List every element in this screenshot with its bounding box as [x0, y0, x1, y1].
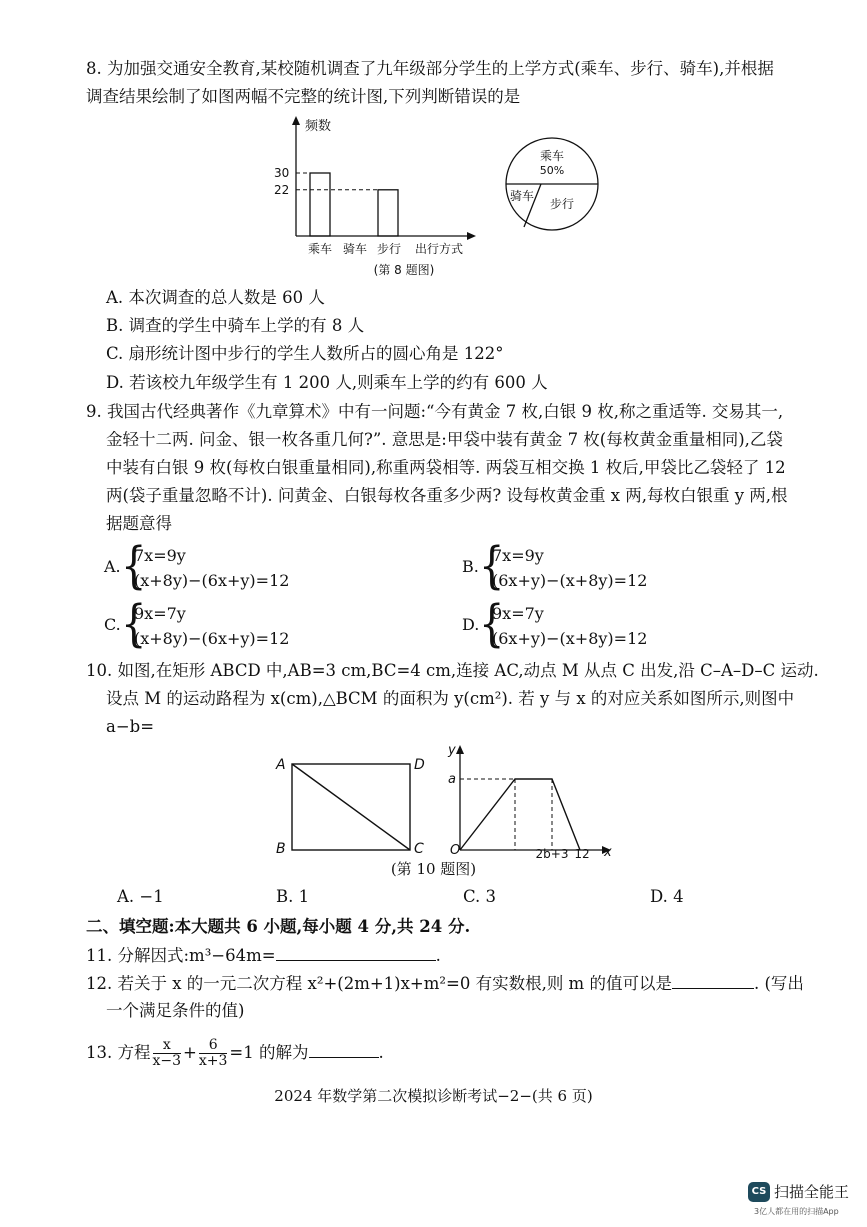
bar-步行 — [378, 190, 398, 236]
graph-y-arrow — [456, 745, 464, 754]
q10-line1: 10. 如图,在矩形 ABCD 中,AB=3 cm,BC=4 cm,连接 AC,动点 M 从点 C 出发,沿 C–A–D–C 运动. — [86, 661, 819, 680]
q9-option-c: C. { 9x=7y (x+8y)−(6x+y)=12 — [104, 595, 290, 653]
bar-ytick-22: 22 — [274, 182, 290, 197]
pie-label-乘车: 乘车 — [539, 149, 565, 163]
q11: 11. 分解因式:m³−64m= . — [86, 946, 441, 965]
q9-line5: 据题意得 — [106, 514, 172, 533]
q10-option-c: C. 3 — [463, 887, 497, 906]
q10-option-a: A. −1 — [117, 887, 164, 906]
bar-y-arrow — [292, 116, 300, 125]
q10-line2: 设点 M 的运动路程为 x(cm),△BCM 的面积为 y(cm²). 若 y 与 x 的对应关系如图所示,则图中 — [106, 689, 795, 708]
bar-cat-骑车: 骑车 — [343, 242, 368, 256]
q9-line2: 金轻十二两. 问金、银一枚各重几何?”. 意思是:甲袋中装有黄金 7 枚(每枚黄金重量相同),乙袋 — [106, 430, 783, 449]
bar-ylabel: 频数 — [305, 119, 332, 134]
q9-line1: 9. 我国古代经典著作《九章算术》中有一问题:“今有黄金 7 枚,白银 9 枚,称之重适等. 交易其一, — [86, 402, 784, 421]
section2-heading: 二、填空题:本大题共 6 小题,每小题 4 分,共 24 分. — [86, 917, 471, 936]
graph-label-a: a — [448, 772, 456, 787]
bar-xlabel: 出行方式 — [415, 242, 464, 256]
camscanner-watermark — [748, 1178, 858, 1222]
q8-option-b: B. 调查的学生中骑车上学的有 8 人 — [106, 316, 365, 335]
label-d: D — [414, 757, 425, 773]
pie-value-乘车: 50% — [539, 164, 565, 177]
graph-label-12: 12 — [574, 847, 590, 861]
diagonal-ac — [292, 764, 410, 850]
bar-ytick-30: 30 — [274, 166, 290, 180]
q13: 13. 方程 $\frac{x}{x-3}$ + $\frac{6}{x+3}$ =1 的解为 . — [86, 1037, 384, 1069]
label-c: C — [414, 841, 424, 857]
q12-answer-blank[interactable] — [672, 972, 754, 989]
q8-caption: (第 8 题图) — [373, 263, 435, 277]
q13-fraction-2: $\frac{6}{x+3}$ — [198, 1037, 228, 1069]
graph-label-2b3: 2b+3 — [535, 847, 569, 861]
q8-line1: 8. 为加强交通安全教育,某校随机调查了九年级部分学生的上学方式(乘车、步行、骑车),并根据 — [86, 59, 774, 78]
q9-option-b: B. { 7x=9y (6x+y)−(x+8y)=12 — [462, 537, 648, 595]
bar-乘车 — [310, 173, 330, 236]
q12-line2: 一个满足条件的值) — [106, 1001, 245, 1020]
q13-answer-blank[interactable] — [309, 1041, 379, 1058]
q10-function-graph — [440, 738, 620, 863]
bar-cat-乘车: 乘车 — [308, 242, 333, 256]
watermark-brand: 扫描全能王 — [774, 1183, 850, 1201]
graph-curve — [460, 779, 580, 850]
pie-label-步行: 步行 — [550, 197, 575, 211]
q10-option-d: D. 4 — [650, 887, 684, 906]
q8-option-a: A. 本次调查的总人数是 60 人 — [106, 288, 325, 307]
q13-fraction-1: $\frac{x}{x-3}$ — [152, 1037, 182, 1069]
graph-label-x: x — [604, 845, 612, 860]
q10-caption: (第 10 题图) — [390, 860, 477, 878]
graph-label-o: O — [450, 843, 461, 858]
watermark-tagline: 3亿人都在用的扫描App — [754, 1207, 839, 1216]
q10-rectangle-figure — [270, 750, 430, 860]
graph-label-y: y — [448, 743, 456, 758]
q8-line2: 调查结果绘制了如图两幅不完整的统计图,下列判断错误的是 — [86, 87, 521, 106]
q9-line3: 中装有白银 9 枚(每枚白银重量相同),称重两袋相等. 两袋互相交换 1 枚后,甲袋比乙袋轻了 12 — [106, 458, 786, 477]
label-b: B — [276, 841, 286, 857]
bar-x-arrow — [467, 232, 476, 240]
q9-option-a: A. { 7x=9y (x+8y)−(6x+y)=12 — [104, 537, 290, 595]
q10-option-b: B. 1 — [276, 887, 310, 906]
q9-line4: 两(袋子重量忽略不计). 问黄金、白银每枚各重多少两? 设每枚黄金重 x 两,每枚白银重 y 两,根 — [106, 486, 788, 505]
q8-pie-chart — [500, 136, 610, 236]
bar-cat-步行: 步行 — [377, 242, 402, 256]
q8-option-c: C. 扇形统计图中步行的学生人数所占的圆心角是 122° — [106, 344, 504, 363]
q10-line3: a−b= — [106, 717, 155, 736]
pie-label-骑车: 骑车 — [510, 189, 535, 203]
page-footer: 2024 年数学第二次模拟诊断考试−2−(共 6 页) — [274, 1087, 593, 1105]
q8-bar-chart — [270, 112, 480, 282]
camscanner-logo-icon: CS — [748, 1182, 770, 1202]
label-a: A — [276, 757, 286, 773]
q8-option-d: D. 若该校九年级学生有 1 200 人,则乘车上学的约有 600 人 — [106, 373, 548, 392]
q11-answer-blank[interactable] — [276, 944, 436, 961]
q12-line1: 12. 若关于 x 的一元二次方程 x²+(2m+1)x+m²=0 有实数根,则 m 的值可以是 . (写出 — [86, 974, 804, 993]
q9-option-d: D. { 9x=7y (6x+y)−(x+8y)=12 — [462, 595, 648, 653]
